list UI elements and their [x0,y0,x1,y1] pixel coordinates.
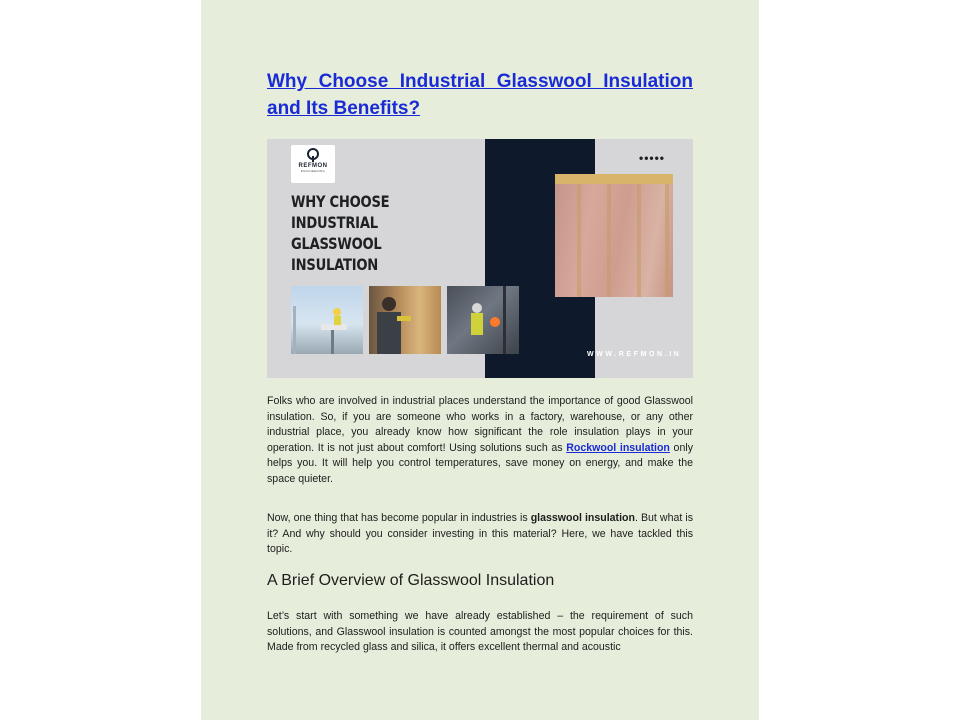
paragraph-intro-text: Folks who are involved in industrial places understand the importance of good Glasswool insulation. So, if you are someone who works in a factory, warehouse, or any other industrial place, you already know how significant the role insulation plays in your operation. It is not just about comfort! Using solutions such as [267,395,693,454]
banner-headline-line1: WHY CHOOSE [291,192,390,211]
banner-website: WWW.REFMON.IN [587,351,682,358]
lift-scene-icon [291,286,363,354]
decorative-dots: ••••• [639,151,666,165]
banner-headline-line3: INSULATION [291,255,378,274]
paragraph-popular-text: Now, one thing that has become popular in industries is [267,512,531,524]
glasswool-wall-photo [555,174,673,297]
document-title[interactable] [267,68,693,122]
paragraph-popular-text-end: . But what is it? And why should you consider investing in this material? Here, we have tackled this topic. [267,512,693,556]
welding-scene-icon [447,286,519,354]
refmon-logo [291,145,335,183]
paragraph-popular [267,511,693,558]
rockwool-insulation-link[interactable]: Rockwool insulation [566,441,670,454]
section-heading-overview: A Brief Overview of Glasswool Insulation [267,572,555,589]
wall-stud [577,184,581,297]
installer-scene-icon [369,286,441,354]
hero-banner [267,139,693,378]
banner-headline [291,191,463,275]
logo-subtext: ENGINEERING [300,169,326,173]
logo-mark-icon [306,148,320,162]
lift-worker-photo [291,286,363,354]
title-block [267,68,693,122]
title-link[interactable]: Why Choose Industrial Glasswool Insulation and Its Benefits? [267,71,693,119]
banner-headline-line2: INDUSTRIAL GLASSWOOL [291,213,382,253]
welding-photo [447,286,519,354]
wall-stud [665,184,669,297]
logo-text: REFMON [298,163,328,169]
document-page [201,0,759,720]
paragraph-intro-text-end: only helps you. It will help you control temperatures, save money on energy, and make the space quieter. [267,441,693,485]
wall-stud [607,184,611,297]
installer-photo [369,286,441,354]
glasswool-bold-term: glasswool insulation [530,512,635,524]
wall-stud [637,184,641,297]
paragraph-intro [267,394,693,488]
paragraph-overview: Let’s start with something we have already established – the requirement of such solutions, and Glasswool insulation is counted amongst the most popular choices for this. Made from recycled glass and silica, it offers excellent thermal and acoustic [267,610,693,654]
